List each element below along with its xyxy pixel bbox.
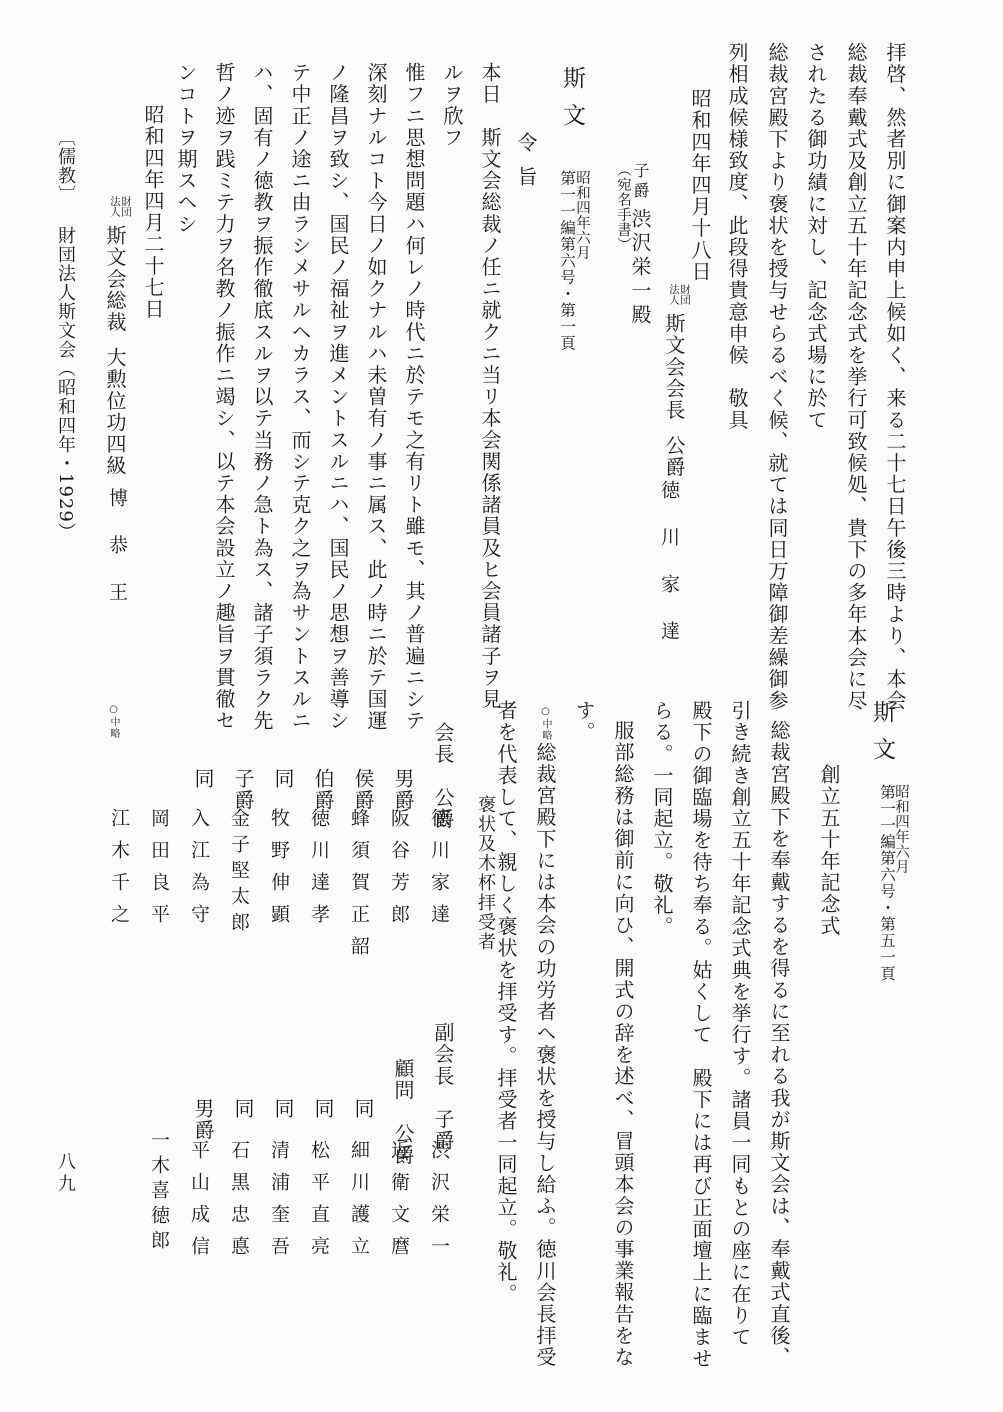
recipient-name-4: 徳川達孝 — [308, 808, 330, 936]
recipient-rank-6: 子爵 — [231, 768, 255, 812]
lower-heading: 創立五十年記念式 — [817, 764, 841, 937]
rescript-line-1: 本日 斯文会総裁ノ任ニ就クニ当リ本会関係諸員及ヒ会員諸子ヲ見 — [478, 62, 502, 710]
recipient-rank-16: 男爵 — [191, 1098, 215, 1142]
recipient-name-13: 松平直亮 — [308, 1140, 330, 1268]
recipient-name-17: 一木喜徳郎 — [148, 1130, 170, 1255]
addressee-note: （宛名手書） — [615, 162, 631, 252]
sender-name: 徳川家達 — [658, 480, 680, 668]
lower-para-6: す。 — [572, 700, 596, 744]
letter-line-1: 拝啓、然者別に御案内申上候如く、来る二十七日午後三時より、本会 — [883, 42, 907, 712]
upper-header-ref: 第一一編第六号・第一頁 — [558, 170, 576, 352]
letter-line-2: 総裁奉戴式及創立五十年記念式を挙行可致候処、貴下の多年本会に尽 — [844, 42, 868, 712]
lower-header-ref: 第一一編第六号・第五一頁 — [878, 784, 896, 982]
recipient-name-10: 渋沢栄一 — [428, 1140, 450, 1268]
rescript-date: 昭和四年四月二十七日 — [141, 104, 165, 320]
upper-header-date: 昭和四年六月 — [574, 170, 590, 260]
recipient-name-16: 平山成信 — [188, 1140, 210, 1268]
omit-mark-end: ○中略 — [108, 704, 119, 740]
recipient-rank-3: 侯爵 — [351, 768, 375, 812]
lower-header-title: 斯文 — [869, 700, 895, 774]
list-heading: 褒状及木杯拝受者 — [475, 795, 496, 952]
addressee-line — [630, 162, 650, 328]
letter-line-3: されたる御功績に対し、記念式場に於て — [804, 42, 828, 431]
omit-mark: ○中略 — [540, 706, 551, 742]
recipient-name-8: 岡田良平 — [148, 808, 170, 936]
recipient-rank-4: 伯爵 — [311, 768, 335, 812]
upper-header-title: 斯文 — [559, 66, 585, 140]
rescript-line-9: ンコトヲ期スヘシ — [174, 62, 198, 235]
addressee-rank: 子爵 — [631, 162, 650, 202]
recipient-rank-7: 同 — [191, 768, 215, 790]
rescript-heading: 令旨 — [514, 132, 538, 200]
letter-line-4: 総裁宮殿下より褒状を授与せらるべく候、就ては同日万障御差繰御参 — [765, 42, 789, 712]
signer-title: 斯文会総裁 — [102, 224, 127, 333]
letter-line-5: 列相成候様致度、此段得貴意申候 敬具 — [725, 42, 749, 431]
lower-para-1: 総裁宮殿下を奉戴するを得るに至れる我が斯文会は、奉戴式直後、 — [767, 720, 791, 1368]
signer-rank: 大勲位功四級 — [102, 346, 127, 477]
letter-date: 昭和四年四月十八日 — [688, 88, 712, 283]
rescript-line-8: 哲ノ迹ヲ践ミテ力ヲ名教ノ振作ニ竭シ、以テ本会設立ノ趣旨ヲ貫徹セ — [212, 62, 236, 732]
recipient-name-12: 細川護立 — [348, 1140, 370, 1268]
signer-name: 博恭王 — [106, 488, 128, 629]
sender-rank: 公爵 — [661, 434, 686, 479]
recipient-name-1: 徳川家達 — [428, 808, 450, 936]
recipient-name-15: 石黒忠悳 — [228, 1140, 250, 1268]
lower-para-5: 服部総務は御前に向ひ、開式の辞を述べ、冒頭本会の事業報告をな — [611, 720, 635, 1368]
recipient-rank-10: 副会長 子爵 — [431, 1022, 455, 1152]
rescript-line-4: 深刻ナルコト今日ノ如クナルハ未曽有ノ事ニ属ス、此ノ時ニ於テ国運 — [364, 62, 388, 732]
rescript-signer — [102, 196, 132, 477]
lower-para-7: ○中略総裁宮殿下には本会の功労者へ褒状を授与し給ふ。徳川会長拝受 — [533, 706, 557, 1369]
recipient-rank-11: 顧問 公爵 — [391, 1058, 415, 1166]
recipient-name-11: 近衛文麿 — [388, 1140, 410, 1268]
rescript-line-3: 惟フニ思想問題ハ何レノ時代ニ於テモ之有リト雖モ、其ノ普遍ニシテ — [402, 62, 426, 732]
zaidan-label-2: 財団 法人 — [108, 196, 132, 217]
lower-para-4: らる。一同起立。敬礼。 — [650, 700, 674, 938]
rescript-line-7: ハ、固有ノ徳教ヲ振作徹底スルヲ以テ当務ノ急ト為ス、諸子須ラク先 — [250, 62, 274, 732]
rescript-line-5: ノ隆昌ヲ致シ、国民ノ福祉ヲ進メントスルニハ、国民ノ思想ヲ善導シ — [326, 62, 350, 732]
lower-header-date: 昭和四年六月 — [893, 784, 909, 874]
recipient-rank-2: 男爵 — [391, 768, 415, 812]
recipient-name-6: 金子堅太郎 — [228, 808, 250, 938]
footer-source: 財団法人斯文会（昭和四年・1929） — [55, 226, 76, 542]
recipient-name-7: 入江為守 — [188, 808, 210, 936]
recipient-name-9: 江木千之 — [108, 808, 130, 936]
lower-para-2: 引き続き創立五十年記念式典を挙行す。諸員一同もとの座に在りて — [728, 700, 752, 1348]
lower-para-8: 者を代表して、親しく褒状を拝受す。拝受者一同起立。敬礼。 — [494, 700, 518, 1305]
zaidan-label: 財団 法人 — [667, 284, 691, 305]
recipient-rank-1: 会長 公爵 — [431, 722, 455, 830]
recipient-rank-5: 同 — [271, 768, 295, 790]
lower-para-3: 殿下の御臨場を待ち奉る。姑くして 殿下には再び正面壇上に臨ませ — [689, 700, 713, 1370]
recipient-rank-12: 同 — [351, 1098, 375, 1120]
sender-title: 斯文会会長 — [661, 312, 686, 421]
recipient-rank-13: 同 — [311, 1098, 335, 1120]
recipient-rank-14: 同 — [271, 1098, 295, 1120]
recipient-name-5: 牧野伸顕 — [268, 808, 290, 936]
recipient-rank-15: 同 — [231, 1098, 255, 1120]
recipient-name-2: 阪谷芳郎 — [388, 808, 410, 936]
recipient-name-14: 清浦奎吾 — [268, 1140, 290, 1268]
addressee-name: 渋沢栄一殿 — [628, 208, 652, 328]
rescript-line-6: テ中正ノ途ニ由ラシメサルヘカラス、而シテ克ク之ヲ為サントスルニ — [288, 62, 312, 732]
page-number: 八九 — [55, 1152, 76, 1196]
footer-category: 〔儒教〕 — [55, 128, 76, 204]
recipient-name-3: 蜂須賀正韶 — [348, 808, 370, 968]
rescript-line-2: ルヲ欣フ — [440, 62, 464, 149]
